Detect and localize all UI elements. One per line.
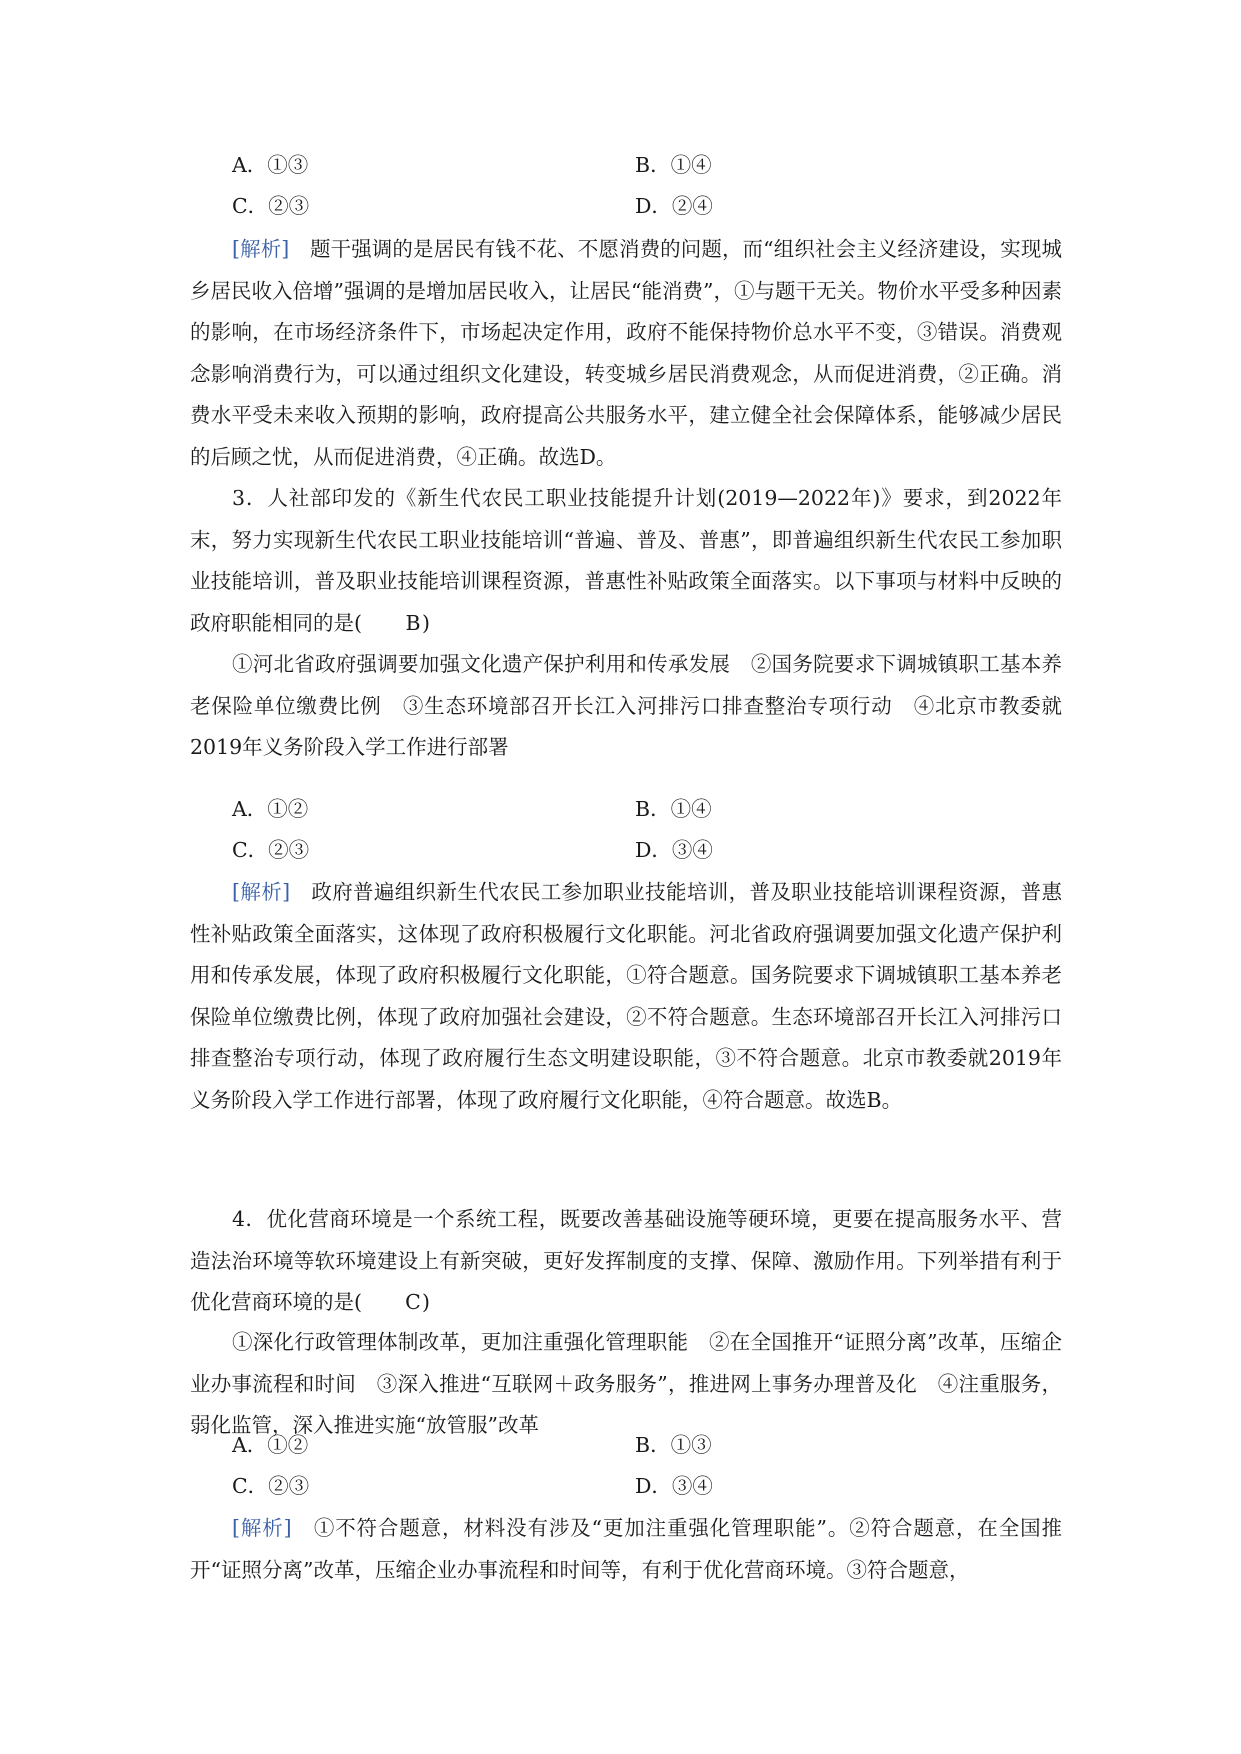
q2-analysis-tag: [解析] <box>232 237 290 261</box>
q3-option-a[interactable]: A．①② <box>232 797 309 821</box>
q4-stem-close: ) <box>422 1290 430 1314</box>
q4-stem <box>190 1199 1062 1324</box>
q4-answer: C <box>405 1290 421 1314</box>
q4-analysis-text: ①不符合题意，材料没有涉及“更加注重强化管理职能”。②符合题意，在全国推开“证照分离”改革，压缩企业办事流程和时间等，有利于优化营商环境。③符合题意， <box>190 1516 1063 1582</box>
q4-options-row-1 <box>232 1425 1062 1465</box>
q4-analysis-tag: [解析] <box>232 1516 292 1540</box>
q3-stem-close: ) <box>422 610 430 635</box>
q2-options-row-2 <box>232 186 1062 226</box>
q3-option-d[interactable]: D．③④ <box>635 838 713 862</box>
q2-analysis <box>190 229 1062 478</box>
q4-option-b[interactable]: B．①③ <box>635 1433 712 1457</box>
q3-options-row-1 <box>232 789 1062 829</box>
q2-option-b[interactable]: B．①④ <box>635 153 712 177</box>
q4-option-a[interactable]: A．①② <box>232 1433 309 1457</box>
q4-options-row-2 <box>232 1466 1062 1506</box>
q4-items: ①深化行政管理体制改革，更加注重强化管理职能 ②在全国推开“证照分离”改革，压缩企业办事流程和时间 ③深入推进“互联网＋政务服务”，推进网上事务办理普及化 ④注重服务，弱化监管，深入推进实施“放管服”改革 <box>190 1330 1062 1437</box>
q3-stem <box>190 478 1062 644</box>
q2-option-d[interactable]: D．②④ <box>635 194 713 218</box>
q3-options-row-2 <box>232 830 1062 870</box>
q3-analysis-tag: [解析] <box>232 880 291 904</box>
q2-options-row-1 <box>232 145 1062 185</box>
q3-analysis <box>190 872 1062 1121</box>
q3-option-b[interactable]: B．①④ <box>635 797 712 821</box>
q3-items: ①河北省政府强调要加强文化遗产保护利用和传承发展 ②国务院要求下调城镇职工基本养老保险单位缴费比例 ③生态环境部召开长江入河排污口排查整治专项行动 ④北京市教委就2019年义务阶段入学工作进行部署 <box>190 652 1062 759</box>
q4-option-c[interactable]: C．②③ <box>232 1474 310 1498</box>
q2-option-a[interactable]: A．①③ <box>232 153 309 177</box>
q2-analysis-text: 题干强调的是居民有钱不花、不愿消费的问题，而“组织社会主义经济建设，实现城乡居民收入倍增”强调的是增加居民收入，让居民“能消费”，①与题干无关。物价水平受多种因素的影响，在市场经济条件下，市场起决定作用，政府不能保持物价总水平不变，③错误。消费观念影响消费行为，可以通过组织文化建设，转变城乡居民消费观念，从而促进消费，②正确。消费水平受未来收入预期的影响，政府提高公共服务水平，建立健全社会保障体系，能够减少居民的后顾之忧，从而促进消费，④正确。故选D。 <box>190 237 1063 469</box>
q3-option-c[interactable]: C．②③ <box>232 838 310 862</box>
q3-answer: B <box>405 610 421 635</box>
q4-analysis <box>190 1508 1062 1591</box>
q3-stem-text: 3．人社部印发的《新生代农民工职业技能提升计划(2019—2022年)》要求，到2022年末，努力实现新生代农民工职业技能培训“普遍、普及、普惠”，即普遍组织新生代农民工参加职业技能培训，普及职业技能培训课程资源，普惠性补贴政策全面落实。以下事项与材料中反映的政府职能相同的是( <box>190 486 1062 635</box>
q4-stem-text: 4．优化营商环境是一个系统工程，既要改善基础设施等硬环境，更要在提高服务水平、营造法治环境等软环境建设上有新突破，更好发挥制度的支撑、保障、激励作用。下列举措有利于优化营商环境的是( <box>190 1207 1062 1314</box>
q3-analysis-text: 政府普遍组织新生代农民工参加职业技能培训，普及职业技能培训课程资源，普惠性补贴政策全面落实，这体现了政府积极履行文化职能。河北省政府强调要加强文化遗产保护利用和传承发展，体现了政府积极履行文化职能，①符合题意。国务院要求下调城镇职工基本养老保险单位缴费比例，体现了政府加强社会建设，②不符合题意。生态环境部召开长江入河排污口排查整治专项行动，体现了政府履行生态文明建设职能，③不符合题意。北京市教委就2019年义务阶段入学工作进行部署，体现了政府履行文化职能，④符合题意。故选B。 <box>190 880 1063 1112</box>
q2-option-c[interactable]: C．②③ <box>232 194 310 218</box>
q4-option-d[interactable]: D．③④ <box>635 1474 713 1498</box>
